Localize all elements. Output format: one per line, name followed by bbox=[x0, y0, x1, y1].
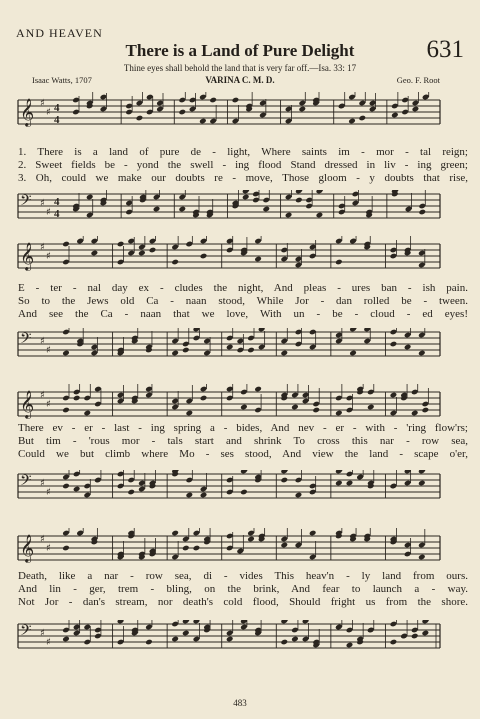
notehead bbox=[391, 112, 399, 119]
lyric-line: And see the Ca - naan that we love, With un - be - cloud - ed eyes! bbox=[18, 308, 468, 320]
bass-clef-icon: 𝄢 bbox=[20, 192, 32, 213]
lyric-line: Could we but climb where Mo - ses stood, And view the land - scape o'er, bbox=[18, 448, 468, 460]
notehead bbox=[73, 395, 81, 402]
sharp-icon: ♯ bbox=[46, 487, 51, 498]
notehead bbox=[295, 492, 303, 499]
notehead bbox=[145, 639, 153, 646]
tune-name: VARINA C. M. D. bbox=[205, 75, 275, 85]
notehead bbox=[247, 536, 255, 543]
notehead bbox=[186, 410, 194, 417]
notehead bbox=[418, 350, 426, 357]
notehead bbox=[136, 115, 144, 122]
notehead bbox=[62, 636, 70, 643]
treble-staff-2 bbox=[0, 236, 480, 286]
notehead bbox=[411, 633, 419, 640]
notehead bbox=[186, 492, 194, 499]
notehead bbox=[422, 407, 430, 414]
notehead bbox=[153, 206, 161, 213]
notehead bbox=[291, 636, 299, 643]
time-signature-top: 4 bbox=[54, 196, 60, 208]
scripture-epigraph: Thine eyes shall behold the land that is very far off.—Isa. 33: 17 bbox=[123, 63, 357, 73]
notehead bbox=[193, 545, 201, 552]
time-signature-bottom: 4 bbox=[54, 114, 60, 126]
notehead bbox=[390, 341, 398, 348]
notehead bbox=[346, 642, 354, 649]
treble-clef-icon: 𝄞 bbox=[20, 242, 35, 270]
notehead bbox=[182, 630, 190, 637]
sharp-icon: ♯ bbox=[46, 637, 51, 648]
notehead bbox=[182, 545, 190, 552]
lyric-line: There ev - er - last - ing spring a - bides, And nev - er - with - 'ring flow'rs; bbox=[18, 422, 468, 434]
bass-clef-icon: 𝄢 bbox=[20, 330, 32, 351]
notehead bbox=[200, 395, 208, 402]
sharp-icon: ♯ bbox=[40, 478, 45, 489]
notehead bbox=[404, 344, 412, 351]
notehead bbox=[62, 483, 70, 490]
sharp-icon: ♯ bbox=[46, 543, 51, 554]
notehead bbox=[262, 206, 270, 213]
bass-clef-icon: 𝄢 bbox=[20, 472, 32, 493]
notehead bbox=[349, 350, 357, 357]
sharp-icon: ♯ bbox=[40, 534, 45, 545]
lyric-line: 2. Sweet fields be - yond the swell - ing flood Stand dressed in liv - ing green; bbox=[18, 159, 468, 171]
bass-clef-icon: 𝄢 bbox=[20, 622, 32, 643]
notehead bbox=[171, 259, 179, 266]
sharp-icon: ♯ bbox=[46, 345, 51, 356]
notehead bbox=[200, 492, 208, 499]
notehead bbox=[358, 115, 366, 122]
notehead bbox=[209, 97, 217, 104]
notehead bbox=[422, 630, 430, 637]
notehead bbox=[295, 197, 303, 204]
notehead bbox=[199, 118, 207, 125]
sharp-icon: ♯ bbox=[40, 336, 45, 347]
notehead bbox=[62, 350, 70, 357]
notehead bbox=[367, 404, 375, 411]
treble-clef-icon: 𝄞 bbox=[20, 534, 35, 562]
notehead bbox=[312, 407, 320, 414]
notehead bbox=[226, 636, 234, 643]
notehead bbox=[285, 212, 293, 219]
time-signature-bottom: 4 bbox=[54, 208, 60, 220]
sharp-icon: ♯ bbox=[46, 107, 51, 118]
sharp-icon: ♯ bbox=[46, 207, 51, 218]
notehead bbox=[390, 639, 398, 646]
notehead bbox=[348, 118, 356, 125]
treble-clef-icon: 𝄞 bbox=[20, 390, 35, 418]
notehead bbox=[232, 97, 240, 104]
notehead bbox=[280, 542, 288, 549]
page-number: 483 bbox=[233, 698, 247, 708]
notehead bbox=[335, 259, 343, 266]
sharp-icon: ♯ bbox=[40, 628, 45, 639]
notehead bbox=[254, 256, 262, 263]
treble-staff-1 bbox=[0, 92, 480, 142]
notehead bbox=[171, 530, 179, 537]
notehead bbox=[240, 404, 248, 411]
hymn-title: There is a Land of Pure Delight bbox=[125, 41, 355, 60]
author-credit: Isaac Watts, 1707 bbox=[32, 75, 92, 85]
notehead bbox=[182, 347, 190, 354]
notehead bbox=[178, 206, 186, 213]
lyric-line: 1. There is a land of pure de - light, Where saints im - mor - tal reign; bbox=[18, 146, 468, 158]
notehead bbox=[346, 480, 354, 487]
notehead bbox=[127, 489, 135, 496]
treble-clef-icon: 𝄞 bbox=[20, 98, 35, 126]
lyric-line: E - ter - nal day ex - cludes the night, And pleas - ures ban - ish pain. bbox=[18, 282, 468, 294]
notehead bbox=[280, 639, 288, 646]
sharp-icon: ♯ bbox=[40, 390, 45, 401]
notehead bbox=[62, 545, 70, 552]
sharp-icon: ♯ bbox=[40, 198, 45, 209]
composer-credit: Geo. F. Root bbox=[396, 75, 440, 85]
notehead bbox=[226, 344, 234, 351]
bass-staff-2 bbox=[0, 328, 480, 364]
notehead bbox=[138, 250, 146, 257]
bass-staff-3 bbox=[0, 470, 480, 506]
lyric-line: But tim - 'rous mor - tals start and shrink To cross this nar - row sea, bbox=[18, 435, 468, 447]
notehead bbox=[280, 350, 288, 357]
notehead bbox=[73, 486, 81, 493]
time-signature-top: 4 bbox=[54, 102, 60, 114]
notehead bbox=[62, 407, 70, 414]
notehead bbox=[178, 109, 186, 116]
notehead bbox=[298, 106, 306, 113]
notehead bbox=[309, 530, 317, 537]
notehead bbox=[149, 247, 157, 254]
hymn-number: 631 bbox=[426, 36, 464, 63]
notehead bbox=[418, 209, 426, 216]
notehead bbox=[418, 554, 426, 561]
notehead bbox=[412, 106, 420, 113]
notehead bbox=[291, 404, 299, 411]
lyric-line: Death, like a nar - row sea, di - vides This heav'n - ly land from ours. bbox=[18, 570, 468, 582]
notehead bbox=[171, 350, 179, 357]
bass-staff-4 bbox=[0, 620, 480, 656]
section-heading: AND HEAVEN bbox=[16, 26, 103, 40]
sharp-icon: ♯ bbox=[40, 242, 45, 253]
notehead bbox=[316, 212, 324, 219]
notehead bbox=[247, 347, 255, 354]
lyric-line: Not Jor - dan's stream, nor death's cold flood, Should fright us from the shore. bbox=[18, 596, 468, 608]
notehead bbox=[200, 253, 208, 260]
notehead bbox=[240, 489, 248, 496]
notehead bbox=[254, 386, 262, 393]
notehead bbox=[418, 480, 426, 487]
sharp-icon: ♯ bbox=[40, 98, 45, 109]
notehead bbox=[335, 410, 343, 417]
lyric-line: And lin - ger, trem - bling, on the brink, And fear to launch a - way. bbox=[18, 583, 468, 595]
notehead bbox=[171, 636, 179, 643]
sharp-icon: ♯ bbox=[46, 251, 51, 262]
sharp-icon: ♯ bbox=[46, 399, 51, 410]
notehead bbox=[335, 480, 343, 487]
lyric-line: So to the Jews old Ca - naan stood, While Jor - dan rolled be - tween. bbox=[18, 295, 468, 307]
notehead bbox=[280, 477, 288, 484]
notehead bbox=[83, 410, 91, 417]
notehead bbox=[411, 410, 419, 417]
notehead bbox=[91, 250, 99, 257]
notehead bbox=[242, 194, 250, 201]
bass-staff-1 bbox=[0, 190, 480, 226]
lyric-line: 3. Oh, could we make our doubts re - move, Those gloom - y doubts that rise, bbox=[18, 172, 468, 184]
